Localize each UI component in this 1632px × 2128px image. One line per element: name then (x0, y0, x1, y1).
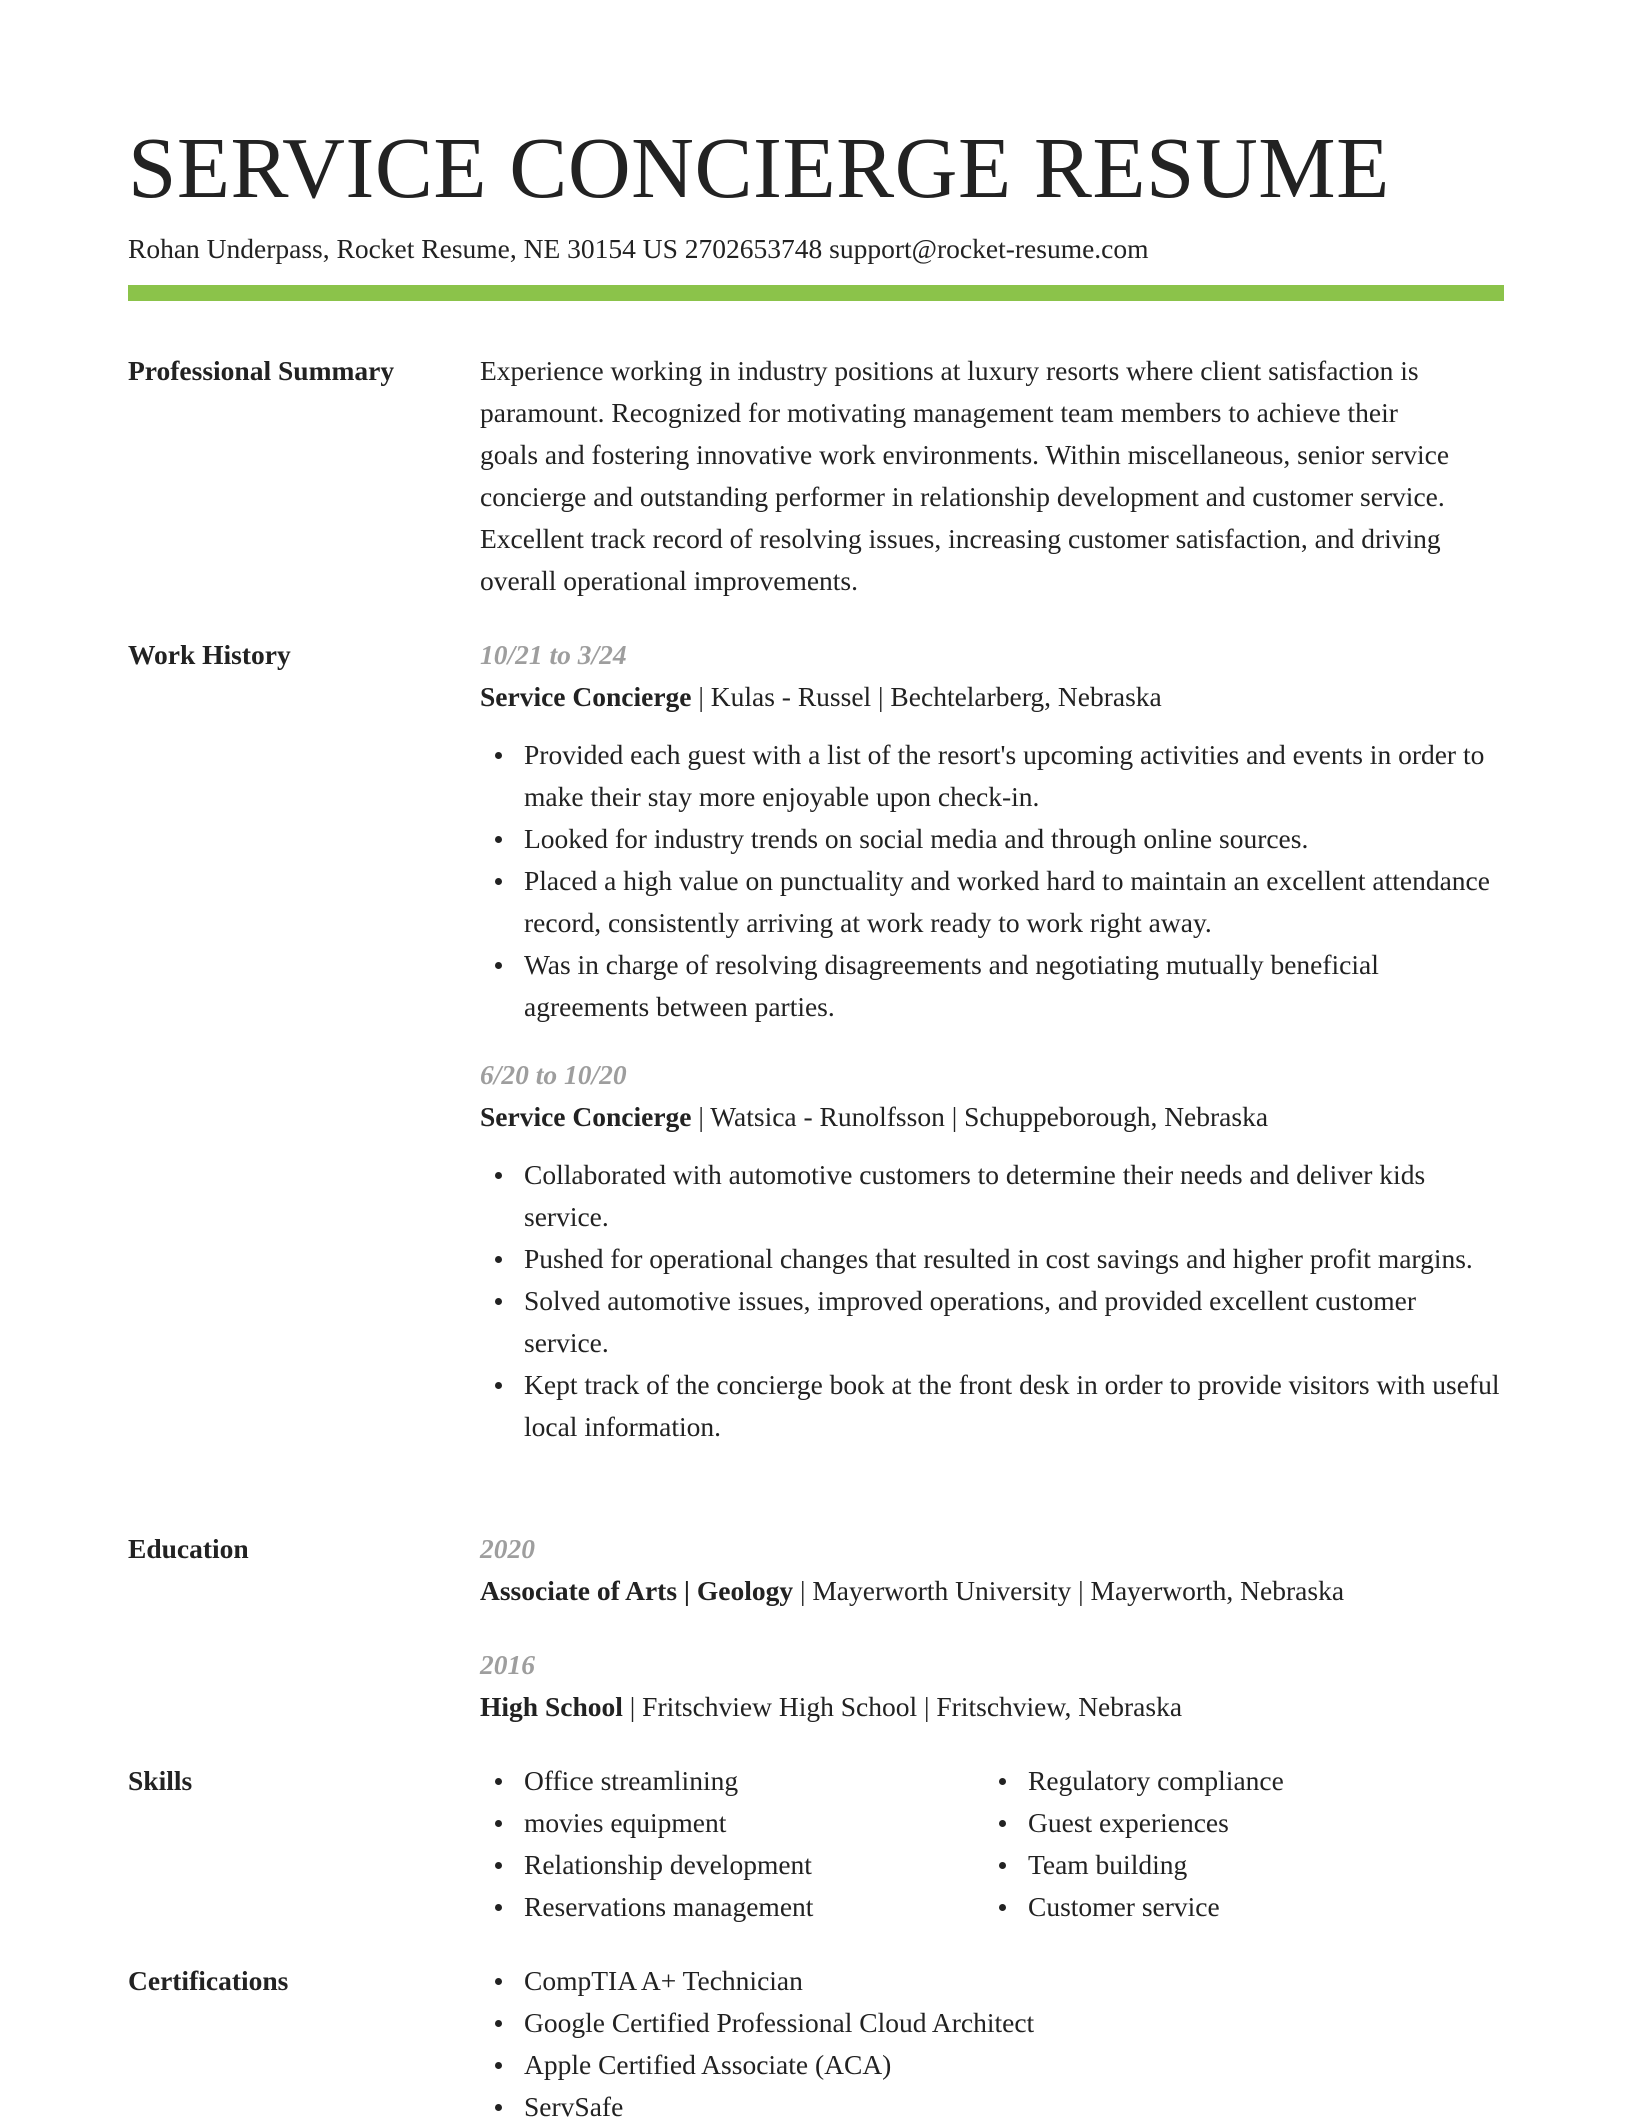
education-year: 2016 (480, 1649, 535, 1680)
list-item: Kept track of the concierge book at the front desk in order to provide visitors with useful local information. (480, 1364, 1504, 1448)
certification-item: Apple Certified Associate (ACA) (480, 2044, 1504, 2086)
skills-content (480, 1760, 1504, 1928)
certification-item: Google Certified Professional Cloud Architect (480, 2002, 1504, 2044)
work-history-content (480, 634, 1504, 1448)
skills-columns (480, 1760, 1504, 1928)
certifications-content (480, 1960, 1504, 2128)
job-entry (480, 1054, 1504, 1448)
education-details: | Fritschview High School | Fritschview, Nebraska (622, 1691, 1183, 1722)
skills-list-right (984, 1760, 1484, 1928)
section-label-work-history: Work History (128, 639, 291, 670)
skill-item: Guest experiences (984, 1802, 1484, 1844)
job-bullets (480, 734, 1504, 1028)
education-year: 2020 (480, 1533, 535, 1564)
job-heading (480, 676, 1504, 718)
list-item: Collaborated with automotive customers to determine their needs and deliver kids service. (480, 1154, 1504, 1238)
job-dates: 6/20 to 10/20 (480, 1059, 627, 1090)
summary-text (480, 350, 1504, 602)
certifications-list (480, 1960, 1504, 2128)
education-details: | Mayerworth University | Mayerworth, Nebraska (793, 1575, 1345, 1606)
section-label-certifications: Certifications (128, 1965, 289, 1996)
education-entry (480, 1644, 1504, 1728)
skill-item: Customer service (984, 1886, 1484, 1928)
list-item: Placed a high value on punctuality and worked hard to maintain an excellent attendance record, consistently arriving at work ready to work right away. (480, 860, 1504, 944)
education-degree: Associate of Arts | Geology (480, 1575, 794, 1606)
certification-item: CompTIA A+ Technician (480, 1960, 1504, 2002)
contact-line: Rohan Underpass, Rocket Resume, NE 30154 US 2702653748 support@rocket-resume.com (128, 233, 1149, 264)
list-item: Was in charge of resolving disagreements and negotiating mutually beneficial agreements between parties. (480, 944, 1504, 1028)
list-item: Pushed for operational changes that resulted in cost savings and higher profit margins. (480, 1238, 1504, 1280)
section-label-summary: Professional Summary (128, 355, 395, 386)
list-item: Looked for industry trends on social media and through online sources. (480, 818, 1504, 860)
skill-item: Reservations management (480, 1886, 980, 1928)
education-heading (480, 1570, 1504, 1612)
job-details: | Kulas - Russel | Bechtelarberg, Nebraska (691, 681, 1162, 712)
job-details: | Watsica - Runolfsson | Schuppeborough, Nebraska (691, 1101, 1269, 1132)
education-degree: High School (480, 1691, 623, 1722)
skill-item: movies equipment (480, 1802, 980, 1844)
skills-list-left (480, 1760, 980, 1928)
job-title: Service Concierge (480, 681, 692, 712)
skill-item: Relationship development (480, 1844, 980, 1886)
skill-item: Regulatory compliance (984, 1760, 1484, 1802)
summary-line: goals and fostering innovative work environments. Within miscellaneous, senior service (480, 439, 1450, 470)
summary-line: Experience working in industry positions at luxury resorts where client satisfaction is (480, 355, 1419, 386)
summary-line: paramount. Recognized for motivating management team members to achieve their (480, 397, 1398, 428)
section-label-education: Education (128, 1533, 249, 1564)
summary-line: overall operational improvements. (480, 565, 859, 596)
education-content (480, 1528, 1504, 1728)
job-bullets (480, 1154, 1504, 1448)
certification-item: ServSafe (480, 2086, 1504, 2128)
job-title: Service Concierge (480, 1101, 692, 1132)
list-item: Solved automotive issues, improved operations, and provided excellent customer service. (480, 1280, 1504, 1364)
section-label-skills: Skills (128, 1765, 193, 1796)
job-heading (480, 1096, 1504, 1138)
job-entry (480, 634, 1504, 1028)
list-item: Provided each guest with a list of the resort's upcoming activities and events in order to make their stay more enjoyable upon check-in. (480, 734, 1504, 818)
education-entry (480, 1528, 1504, 1612)
header-divider (128, 285, 1504, 301)
skill-item: Office streamlining (480, 1760, 980, 1802)
resume-title: SERVICE CONCIERGE RESUME (128, 119, 1390, 216)
skill-item: Team building (984, 1844, 1484, 1886)
summary-line: concierge and outstanding performer in relationship development and customer service. (480, 481, 1445, 512)
education-heading (480, 1686, 1504, 1728)
summary-line: Excellent track record of resolving issues, increasing customer satisfaction, and driving (480, 523, 1441, 554)
job-dates: 10/21 to 3/24 (480, 639, 627, 670)
